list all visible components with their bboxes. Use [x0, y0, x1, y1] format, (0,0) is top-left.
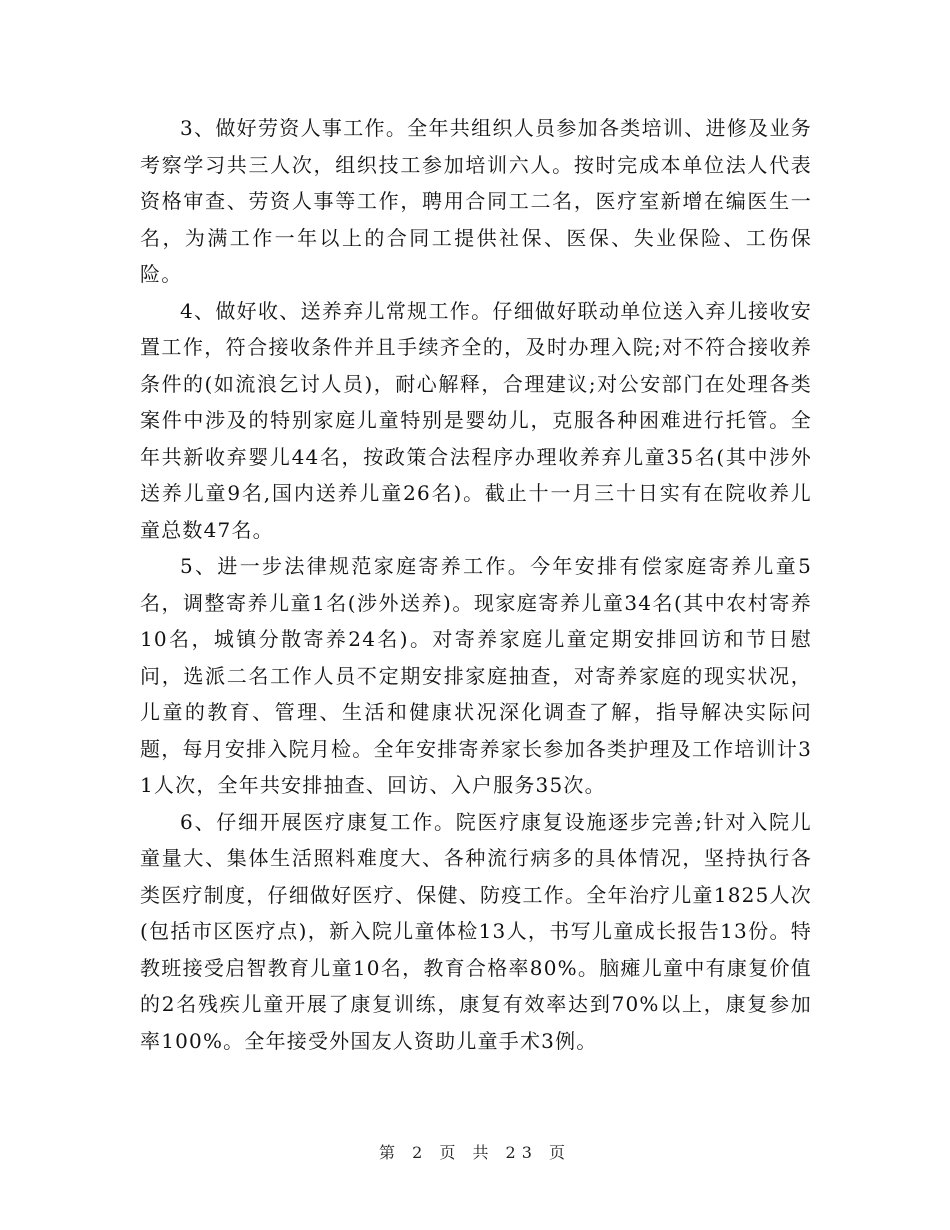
paragraph-6-medical-rehab: 6、仔细开展医疗康复工作。院医疗康复设施逐步完善;针对入院儿童量大、集体生活照料难度大、各种流行病多的具体情况，坚持执行各类医疗制度，仔细做好医疗、保健、防疫工作。全年治疗儿童1825人次(包括市区医疗点)，新入院儿童体检13人，书写儿童成长报告13份。特教班接受启智教育儿童10名，教育合格率80%。脑瘫儿童中有康复价值的2名残疾儿童开展了康复训练，康复有效率达到70%以上，康复参加率100%。全年接受外国友人资助儿童手术3例。	[140, 809, 812, 1053]
page-number-footer: 第 2 页 共 23 页	[379, 1143, 571, 1162]
paragraph-4-foundling-adoption: 4、做好收、送养弃儿常规工作。仔细做好联动单位送入弃儿接收安置工作，符合接收条件并且手续齐全的，及时办理入院;对不符合接收养条件的(如流浪乞讨人员)，耐心解释，合理建议;对公安部门在处理各类案件中涉及的特别家庭儿童特别是婴幼儿，克服各种困难进行托管。全年共新收弃婴儿44名，按政策合法程序办理收养弃儿童35名(其中涉外送养儿童9名,国内送养儿童26名)。截止十一月三十日实有在院收养儿童总数47名。	[140, 298, 812, 542]
paragraph-5-foster-care: 5、进一步法律规范家庭寄养工作。今年安排有偿家庭寄养儿童5名，调整寄养儿童1名(涉外送养)。现家庭寄养儿童34名(其中农村寄养10名，城镇分散寄养24名)。对寄养家庭儿童定期安排回访和节日慰问，选派二名工作人员不定期安排家庭抽查，对寄养家庭的现实状况，儿童的教育、管理、生活和健康状况深化调查了解，指导解决实际问题，每月安排入院月检。全年安排寄养家长参加各类护理及工作培训计31人次，全年共安排抽查、回访、入户服务35次。	[140, 554, 812, 797]
document-body	[140, 110, 812, 1059]
paragraph-3-labor-personnel: 3、做好劳资人事工作。全年共组织人员参加各类培训、进修及业务考察学习共三人次，组织技工参加培训六人。按时完成本单位法人代表资格审查、劳资人事等工作，聘用合同工二名，医疗室新增在编医生一名，为满工作一年以上的合同工提供社保、医保、失业保险、工伤保险。	[140, 116, 812, 286]
